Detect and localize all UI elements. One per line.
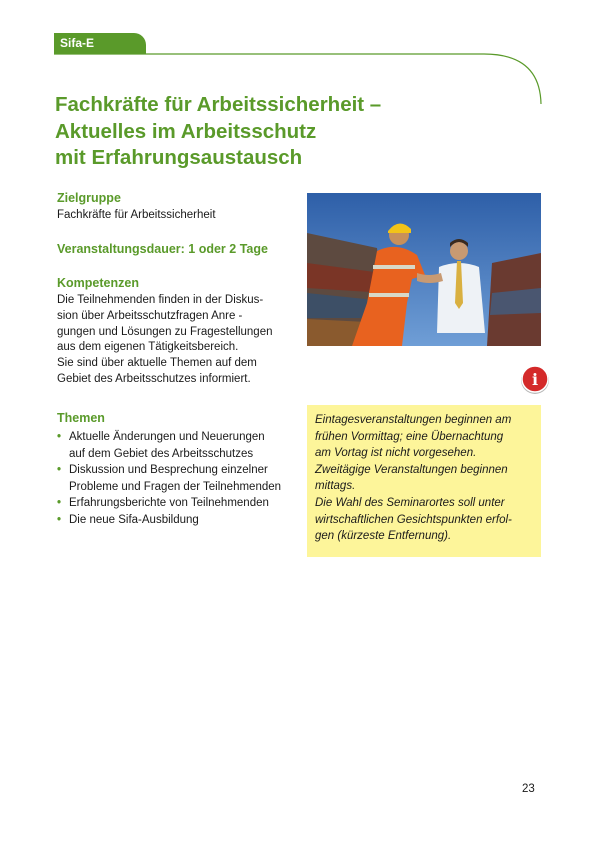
bullet-icon: •	[57, 464, 62, 477]
handshake-photo	[307, 193, 541, 346]
competencies-line: gungen und Lösungen zu Fragestellungen	[57, 325, 273, 338]
bullet-icon: •	[57, 513, 62, 526]
title-line: mit Erfahrungsaustausch	[55, 146, 303, 169]
note-line: Eintagesveranstaltungen beginnen am	[315, 414, 512, 426]
title-line: Fachkräfte für Arbeitssicherheit –	[55, 93, 382, 116]
note-line: Zweitägige Veranstaltungen beginnen	[315, 463, 508, 476]
target-group-text: Fachkräfte für Arbeitssicherheit	[57, 209, 216, 221]
duration-heading: Veranstaltungsdauer: 1 oder 2 Tage	[57, 242, 268, 256]
bullet-icon: •	[57, 431, 62, 443]
note-line: frühen Vormittag; eine Übernachtung	[315, 430, 504, 443]
competencies-line: Sie sind über aktuelle Themen auf dem	[57, 357, 257, 370]
topic-line: Aktuelle Änderungen und Neuerungen	[69, 431, 265, 443]
note-text	[315, 412, 533, 545]
list-item	[57, 462, 281, 495]
topic-line: Diskussion und Besprechung einzelner	[69, 464, 268, 477]
note-line: am Vortag ist nicht vorgesehen.	[315, 447, 477, 460]
note-line: wirtschaftlichen Gesichtspunkten erfol-	[315, 513, 512, 526]
section-tab: Sifa-E	[54, 33, 146, 54]
list-item	[57, 512, 281, 529]
topic-line: Erfahrungsberichte von Teilnehmenden	[69, 497, 269, 510]
competencies-line: aus dem eigenen Tätigkeitsbereich.	[57, 341, 239, 354]
note-line: gen (kürzeste Entfernung).	[315, 530, 452, 543]
topic-line: Probleme und Fragen der Teilnehmenden	[69, 480, 282, 493]
list-item	[57, 495, 281, 512]
competencies-line: Die Teilnehmenden finden in der Diskus-	[57, 294, 264, 306]
topics-heading: Themen	[57, 411, 105, 425]
note-line: mittags.	[315, 480, 356, 493]
target-group-heading: Zielgruppe	[57, 191, 121, 205]
info-glyph: i	[531, 370, 539, 389]
note-box	[307, 405, 541, 557]
list-item	[57, 429, 281, 462]
bullet-icon: •	[57, 497, 62, 510]
competencies-heading: Kompetenzen	[57, 276, 139, 290]
topics-list	[57, 429, 281, 529]
competencies-line: sion über Arbeitsschutzfragen Anre -	[57, 309, 243, 322]
page-title	[55, 92, 495, 172]
note-line: Die Wahl des Seminarortes soll unter	[315, 496, 505, 509]
topic-line: Die neue Sifa-Ausbildung	[69, 513, 199, 526]
competencies-text	[57, 293, 272, 388]
title-line: Aktuelles im Arbeitsschutz	[55, 119, 317, 143]
topic-line: auf dem Gebiet des Arbeitsschutzes	[69, 447, 254, 460]
competencies-line: Gebiet des Arbeitsschutzes informiert.	[57, 372, 251, 385]
info-icon	[519, 364, 551, 396]
page-number: 23	[522, 783, 535, 795]
